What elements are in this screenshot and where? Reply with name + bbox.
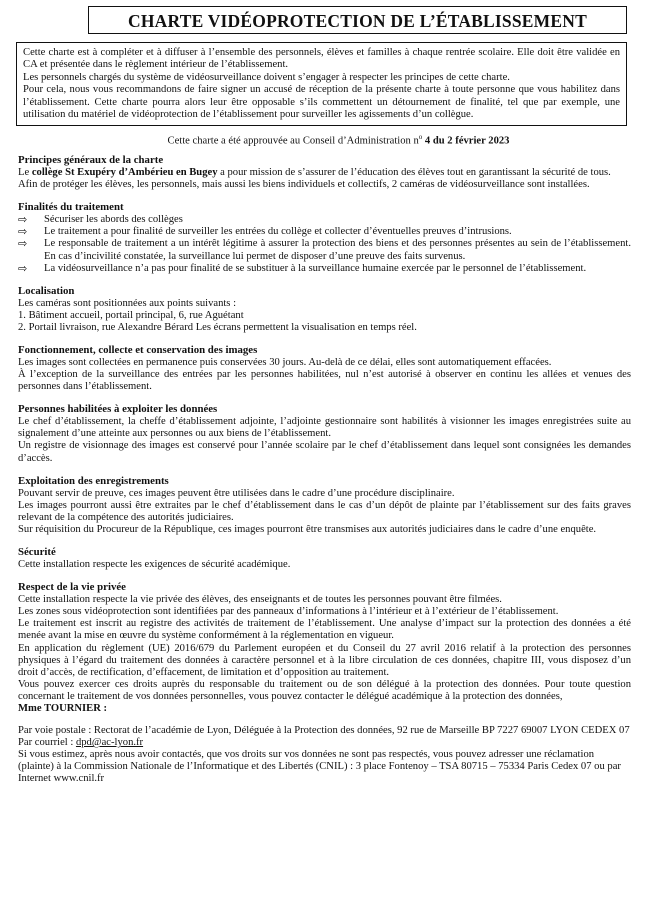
- dpo-name-text: Mme TOURNIER :: [18, 702, 108, 714]
- arrow-right-icon: ⇨: [18, 237, 28, 251]
- exploitation-line: Pouvant servir de preuve, ces images peuvent être utilisées dans le cadre d’une procédure disciplinaire.: [18, 487, 455, 499]
- approval-ordinal: o: [418, 133, 423, 142]
- section-finalites: [18, 201, 631, 274]
- list-item: [18, 226, 631, 238]
- principes-paragraph-1: [18, 167, 631, 179]
- personnes-line: Le chef d’établissement, la cheffe d’établissement adjointe, l’adjointe gestionnaire sont habilités à visionner les images enregistrées suite au signalement d’une atteinte aux personnes ou aux biens de l’établissement.: [18, 416, 631, 440]
- arrow-right-icon: ⇨: [18, 261, 28, 275]
- fonctionnement-line: Les images sont collectées en permanence puis conservées 30 jours. Au-delà de ce délai, elles sont automatiquement effacées.: [18, 357, 552, 368]
- exploitation-line: Sur réquisition du Procureur de la République, ces images pourront être transmises aux autorités judiciaires dans le cadre d’une enquête.: [18, 523, 597, 535]
- cnil-paragraph: Si vous estimez, après nous avoir contactés, que vos droits sur vos données ne sont pas respectés, vous pouvez adresser une réclamation (plainte) à la Commission Nationale de l’Informatique et des Libertés (CNIL) : 3 place Fontenoy – TSA 80715 – 75334 Paris Cedex 07 ou par Internet www.cnil.fr: [18, 749, 621, 785]
- list-item: [18, 263, 631, 275]
- list-item-text: Sécuriser les abords des collèges: [44, 214, 183, 226]
- finalites-list: [18, 214, 631, 274]
- section-heading: Exploitation des enregistrements: [18, 474, 169, 487]
- localisation-line: Les caméras sont positionnées aux points suivants :: [18, 297, 237, 309]
- principes-rest: a pour mission de s’assurer de l’éducation des élèves tout en garantissant la sécurité de tous.: [217, 167, 611, 179]
- postal-address: Par voie postale : Rectorat de l’académie de Lyon, Déléguée à la Protection des données, 92 rue de Marseille BP 7227 69007 LYON CEDEX 07: [18, 725, 630, 737]
- email-label: Par courriel :: [18, 737, 76, 749]
- vie-privee-line: Vous pouvez exercer ces droits auprès du responsable du traitement ou de son délégué à la protection des données. Pour toute question concernant le traitement de vos données personnelles, vous pouvez contacter le délégué académique à la protection des données,: [18, 678, 631, 702]
- vie-privee-line: Le traitement est inscrit au registre des activités de traitement de l’établissement. Une analyse d’impact sur la protection des données a été menée avant la mise en œuvre du système conformément à la réglementation en vigueur.: [18, 618, 631, 642]
- exploitation-line: Les images pourront aussi être extraites par le chef d’établissement dans le cas d’un dépôt de plainte par l’établissement sur des faits graves relevant de la compétence des autorités judiciaires.: [18, 499, 631, 523]
- personnes-line: Un registre de visionnage des images est conservé pour l’année scolaire par le chef d’établissement dans lequel sont consignées les demandes d’accès.: [18, 440, 631, 464]
- list-item-text: Le responsable de traitement a un intérêt légitime à assurer la protection des biens et des personnes présentes au sein de l’établissement. En cas d’incivilité constatée, la surveillance lui permet de disposer d’une preuve des faits survenus.: [44, 238, 631, 262]
- intro-box: [16, 42, 627, 126]
- approval-number-date: 4 du 2 février 2023: [424, 135, 510, 147]
- college-name: collège St Exupéry d’Ambérieu en Bugey: [31, 167, 218, 179]
- securite-line: Cette installation respecte les exigences de sécurité académique.: [18, 559, 291, 571]
- email-link[interactable]: dpd@ac-lyon.fr: [75, 737, 144, 749]
- section-localisation: [18, 285, 631, 334]
- intro-paragraph-3: Pour cela, nous vous recommandons de faire signer un accusé de réception de la présente charte à toute personne que vous habilitez dans l’établissement. Cette charte pourra alors leur être opposable s’ils commettent un détournement de finalité, tel que par exemple, une utilisation du matériel de vidéoprotection de l’établissement pour surveiller les agissements d’un collègue.: [23, 84, 620, 121]
- section-vie-privee: [18, 581, 631, 715]
- section-heading: Principes généraux de la charte: [18, 154, 164, 167]
- dpo-name: [18, 703, 631, 715]
- section-personnes: [18, 403, 631, 464]
- fonctionnement-line: À l’exception de la surveillance des entrées par les personnes habilitées, nul n’est autorisé à observer en continu les allées et venues des personnes dans l’établissement.: [18, 369, 631, 393]
- localisation-line: 2. Portail livraison, rue Alexandre Bérard Les écrans permettent la visualisation en temps réel.: [18, 321, 417, 333]
- vie-privee-line: Cette installation respecte la vie privée des élèves, des enseignants et de toutes les personnes pouvant être filmées.: [18, 594, 502, 606]
- document-title: CHARTE VIDÉOPROTECTION DE L’ÉTABLISSEMENT: [88, 6, 627, 34]
- contacts-block: [18, 725, 631, 785]
- approval-line: [6, 131, 631, 148]
- principes-paragraph-2: Afin de protéger les élèves, les personnels, mais aussi les biens individuels et collectifs, 2 caméras de vidéosurveillance sont installées.: [18, 179, 590, 191]
- section-heading: Personnes habilitées à exploiter les données: [18, 403, 218, 416]
- arrow-right-icon: ⇨: [18, 225, 28, 239]
- list-item: [18, 214, 631, 226]
- list-item: [18, 238, 631, 262]
- intro-paragraph-1: Cette charte est à compléter et à diffuser à l’ensemble des personnels, élèves et familles à chaque rentrée scolaire. Elle doit être validée en CA et présentée dans le règlement intérieur de l’établissement.: [23, 47, 620, 71]
- section-securite: [18, 546, 631, 571]
- section-heading: Sécurité: [18, 546, 56, 559]
- email-line: [18, 737, 631, 749]
- section-exploitation: [18, 475, 631, 536]
- section-heading: Localisation: [18, 284, 75, 297]
- intro-paragraph-2: Les personnels chargés du système de vidéosurveillance doivent s’engager à respecter les principes de cette charte.: [23, 71, 510, 83]
- arrow-right-icon: ⇨: [18, 213, 28, 227]
- localisation-line: 1. Bâtiment accueil, portail principal, 6, rue Aguétant: [18, 309, 244, 321]
- list-item-text: Le traitement a pour finalité de surveiller les entrées du collège et collecter d’éventuelles preuves d’intrusions.: [44, 226, 512, 238]
- section-heading: Respect de la vie privée: [18, 581, 126, 594]
- section-heading: Fonctionnement, collecte et conservation des images: [18, 344, 258, 356]
- principes-prefix: Le: [18, 167, 32, 179]
- section-heading: Finalités du traitement: [18, 201, 124, 214]
- section-fonctionnement: [18, 344, 631, 393]
- vie-privee-line: Les zones sous vidéoprotection sont identifiées par des panneaux d’informations à l’intérieur et à l’extérieur de l’établissement.: [18, 606, 559, 618]
- list-item-text: La vidéosurveillance n’a pas pour finalité de se substituer à la surveillance humaine exercée par le personnel de l’établissement.: [44, 262, 587, 274]
- vie-privee-line: En application du règlement (UE) 2016/679 du Parlement européen et du Conseil du 27 avril 2016 relatif à la protection des personnes physiques à l’égard du traitement des données à caractère personnel et à la libre circulation de ces données, chapitre III, vous disposez d’un droit d’accès, de rectification, d’effacement, de limitation et d’opposition au traitement.: [18, 642, 631, 678]
- approval-text: Cette charte a été approuvée au Conseil d’Administration n: [167, 135, 419, 147]
- section-principes: [18, 154, 631, 191]
